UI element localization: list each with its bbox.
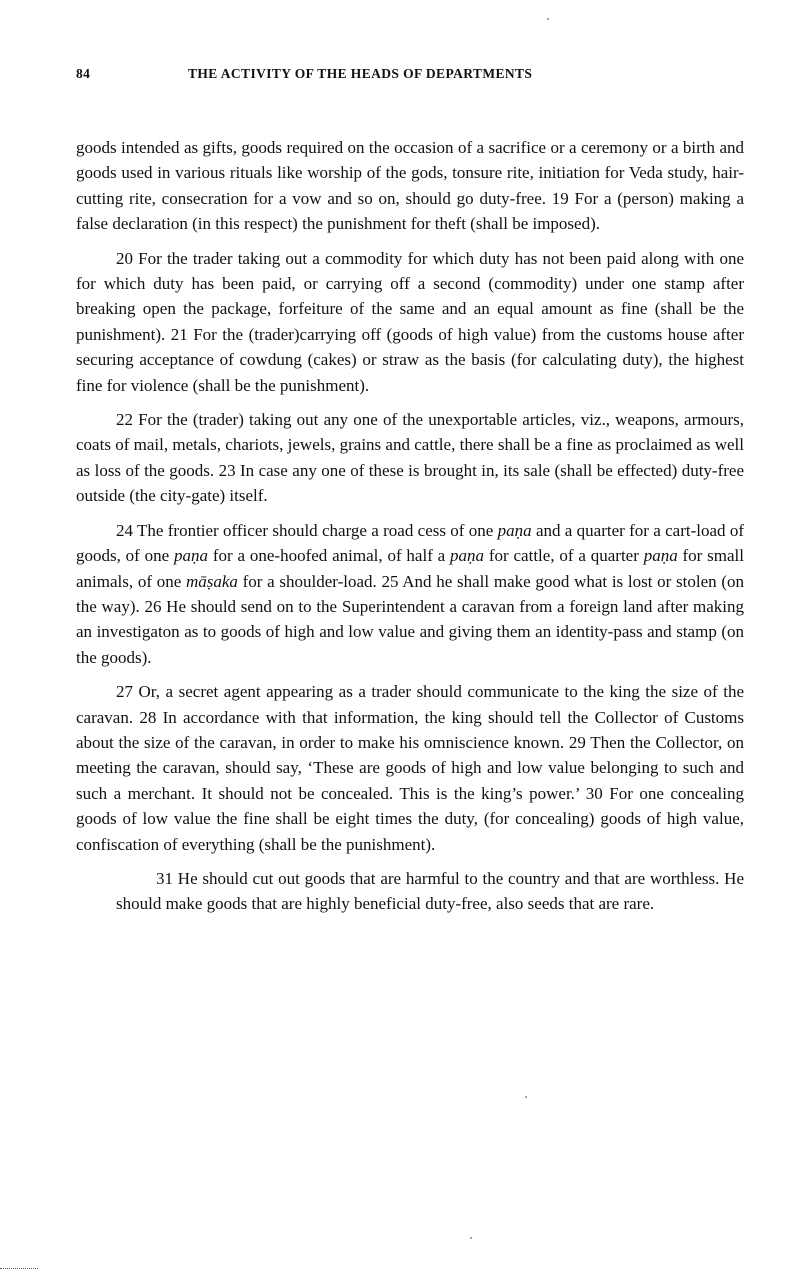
running-head: THE ACTIVITY OF THE HEADS OF DEPARTMENTS xyxy=(188,66,533,81)
paragraph-3: 22 For the (trader) taking out any one of the unexportable articles, viz., weapons, armours, coats of mail, metals, chariots, jewels, grains and cattle, there shall be a fine as proclaimed as well as loss of the goods. 23 In case any one of these is brought in, its sale (shall be effected) duty-free outside (the city-gate) itself. xyxy=(76,410,744,506)
page-header xyxy=(76,66,746,88)
term-pana: paṇa xyxy=(497,520,532,540)
scan-speck xyxy=(470,1237,472,1239)
paragraph-5: 27 Or, a secret agent appearing as a trader should communicate to the king the size of the caravan. 28 In accordance with that information, the king should tell the Collector of Customs about the size of the caravan, in order to make his omniscience known. 29 Then the Collector, on meeting the caravan, should say, ‘These are goods of high and low value belonging to such and such a merchant. It should not be concealed. This is the king’s power.’ 30 For one concealing goods of low value the fine shall be eight times the duty, (for concealing) goods of high value, confiscation of everything (shall be the punishment). xyxy=(76,682,744,854)
paragraph-4-part-5: for small animals, of one xyxy=(76,546,744,591)
term-pana: paṇa xyxy=(643,546,678,566)
paragraph-4-part-2: and a quarter for a cart-load of goods, of one xyxy=(76,520,744,566)
scan-artifact xyxy=(0,1268,38,1271)
term-pana: paṇa xyxy=(450,546,485,566)
term-pana: paṇa xyxy=(174,546,209,566)
paragraph-4-part-3: for a one-hoofed animal, of half a xyxy=(208,546,451,566)
term-masaka: māṣaka xyxy=(185,571,238,591)
paragraph-2: 20 For the trader taking out a commodity for which duty has not been paid along with one for which duty has been paid, or carrying off a second (commodity) under one stamp after breaking open the package, forfeiture of the same and an equal amount as fine (shall be the punishment). 21 For the (trader)carrying off (goods of high value) from the customs house after securing acceptance of cowdung (cakes) or straw as the basis (for calculating duty), the highest fine for violence (shall be the punishment). xyxy=(76,248,744,395)
paragraph-1: goods intended as gifts, goods required on the occasion of a sacrifice or a ceremony or a birth and goods used in various rituals like worship of the gods, tonsure rite, initiation for Veda study, hair-cutting rite, consecration for a vow and so on, should go duty-free. 19 For a (person) making a false declaration (in this respect) the punishment for theft (shall be imposed). xyxy=(76,138,744,234)
paragraph-4-part-4: for cattle, of a quarter xyxy=(484,546,644,566)
paragraph-6: 31 He should cut out goods that are harmful to the country and that are worthless. He should make goods that are highly beneficial duty-free, also seeds that are rare. xyxy=(116,868,744,914)
paragraph-4-part-6: for a shoulder-load. 25 And he shall make good what is lost or stolen (on the way). 26 He should send on to the Superintendent a caravan from a foreign land after making an investigaton as to goods of high and low value and giving them an identity-pass and stamp (on the goods). xyxy=(76,571,744,667)
body-text xyxy=(76,135,744,926)
paragraph-4 xyxy=(76,518,744,670)
scan-speck xyxy=(547,18,549,20)
page-number: 84 xyxy=(76,66,91,81)
scan-speck xyxy=(525,1096,527,1098)
paragraph-4-part-1: 24 The frontier officer should charge a road cess of one xyxy=(116,520,498,540)
